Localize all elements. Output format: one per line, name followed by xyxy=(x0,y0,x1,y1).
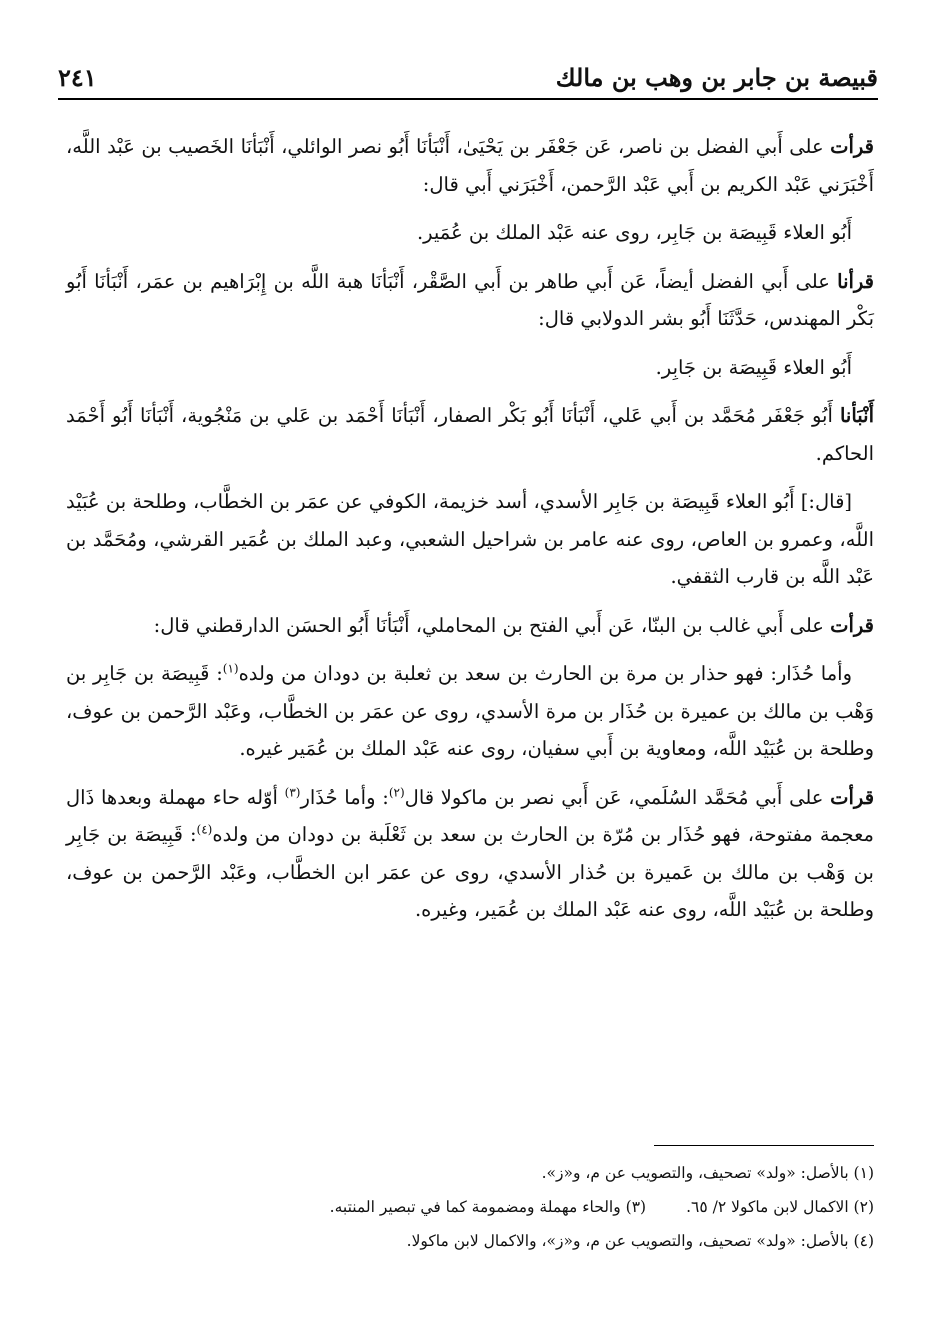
paragraph-text: أَبُو العلاء قَبِيصَة بن جَابِر، روى عنه عَبْد الملك بن عُمَير. xyxy=(416,221,852,244)
footnotes xyxy=(66,1156,874,1258)
paragraph-9 xyxy=(66,779,874,929)
footnote-ref: (٤) xyxy=(196,822,213,837)
paragraph-text: على أَبي الفضل بن ناصر، عَن جَعْفَر بن يَحْيَىٰ، أَنْبَأنَا أَبُو نصر الوائلي، أَنْبَأنَا الخَصيب بن عَبْد اللَّه، أَخْبَرَني عَبْد الكريم بن أَبي عَبْد الرَّحمن، أَخْبَرَني أَبي قال: xyxy=(66,135,874,196)
paragraph-text: على أَبي الفضل أيضاً، عَن أَبي طاهر بن أَبي الصَّقْر، أَنْبَأنَا هبة اللَّه بن إِبْرَاهيم بن عمَر، أَنْبَأنَا أَبُو بَكْر المهندس، حَدَّثَنَا أَبُو بشر الدولابي قال: xyxy=(66,269,874,330)
paragraph-text: أَبُو جَعْفَر مُحَمَّد بن أَبي عَلي، أَنْبَأنَا أَبُو بَكْر الصفار، أَنْبَأنَا أَحْمَد بن عَلي بن مَنْجُوية، أَنْبَأنَا أَبُو أَحْمَد الحاكم. xyxy=(66,404,874,465)
paragraph-text: على أَبي مُحَمَّد السُلَمي، عَن أَبي نصر بن ماكولا قال xyxy=(404,785,831,809)
footnote-3: (٣) والحاء مهملة ومضمومة كما في تبصير المنتبه. xyxy=(329,1198,647,1216)
paragraph-lead: قرأنا xyxy=(837,269,874,293)
footnote-divider xyxy=(654,1145,874,1146)
paragraph-4 xyxy=(66,349,874,387)
running-title: قبيصة بن جابر بن وهب بن مالك xyxy=(555,63,878,92)
page-number: ٢٤١ xyxy=(58,63,97,92)
paragraph-1 xyxy=(66,128,874,203)
main-text xyxy=(66,128,874,940)
paragraph-lead: أَنْبَأنا xyxy=(839,404,874,427)
footnote-line xyxy=(66,1156,874,1190)
paragraph-text: وأما حُذَار: فهو حذار بن مرة بن الحارث بن سعد بن ثعلبة بن دودان من ولده xyxy=(238,662,852,685)
footnote-line xyxy=(66,1224,874,1258)
footnote-ref: (١) xyxy=(222,661,239,676)
footnote-line xyxy=(66,1190,874,1224)
page-header xyxy=(58,54,878,100)
paragraph-text: [قال:] أَبُو العلاء قَبِيصَة بن جَابِر الأسدي، أسد خزيمة، الكوفي عن عمَر بن الخطَّاب، وطلحة بن عُبَيْد اللَّه، وعمرو بن العاص، روى عنه عامر بن شراحيل الشعبي، وعبد الملك بن عُمَير القرشي، ومُحَمَّد بن عَبْد اللَّه بن قارب الثقفي. xyxy=(66,490,874,588)
footnote-2: (٢) الاكمال لابن ماكولا ٢/ ٦٥. xyxy=(686,1198,874,1216)
paragraph-text: على أَبي غالب بن البنّا، عَن أَبي الفتح بن المحاملي، أَنْبَأنَا أَبُو الحسَن الدارقطني قال: xyxy=(153,613,831,637)
paragraph-8 xyxy=(66,655,874,768)
paragraph-3 xyxy=(66,263,874,338)
paragraph-lead: قرأت xyxy=(830,135,874,158)
paragraph-text: أوّله حاء مهملة وبعدها ذَال معجمة مفتوحة، فهو حُذَار بن مُرّة بن الحارث بن سعد بن ثَعْلَبة بن دودان من ولده xyxy=(66,785,874,846)
paragraph-lead: قرأت xyxy=(830,613,874,637)
footnote-ref: (٢) xyxy=(388,785,405,799)
paragraph-text: : وأما حُذَار xyxy=(300,785,389,809)
paragraph-text: أَبُو العلاء قَبِيصَة بن جَابِر. xyxy=(655,355,852,379)
paragraph-2 xyxy=(66,214,874,252)
paragraph-6 xyxy=(66,483,874,596)
footnote-4: (٤) بالأصل: «ولد» تصحيف، والتصويب عن م، و«ز»، والاكمال لابن ماكولا. xyxy=(406,1232,874,1250)
paragraph-lead: قرأت xyxy=(830,785,875,809)
paragraph-7 xyxy=(66,607,874,645)
footnote-ref: (٣) xyxy=(284,785,301,799)
paragraph-5 xyxy=(66,397,874,472)
paragraph-text: : قَبِيصَة بن جَابِر بن وَهْب بن مالك بن عَميرة بن حُذار الأسدي، روى عن عمَر ابن الخطَّاب، وعَبْد الرَّحمن بن عوف، وطلحة بن عُبَيْد اللَّه، روى عنه عَبْد الملك بن عُمَير، وغيره. xyxy=(66,823,874,921)
footnote-1: (١) بالأصل: «ولد» تصحيف، والتصويب عن م، و«ز». xyxy=(541,1164,874,1182)
paragraph-text: : قَبِيصَة بن جَابِر بن وَهْب بن مالك بن عميرة بن حُذَار بن مرة الأسدي، روى عن عمَر بن الخطَّاب، وعَبْد الرَّحمن بن عوف، وطلحة بن عُبَيْد اللَّه، ومعاوية بن أَبي سفيان، روى عنه عَبْد الملك بن عُمَير غيره. xyxy=(66,662,874,760)
